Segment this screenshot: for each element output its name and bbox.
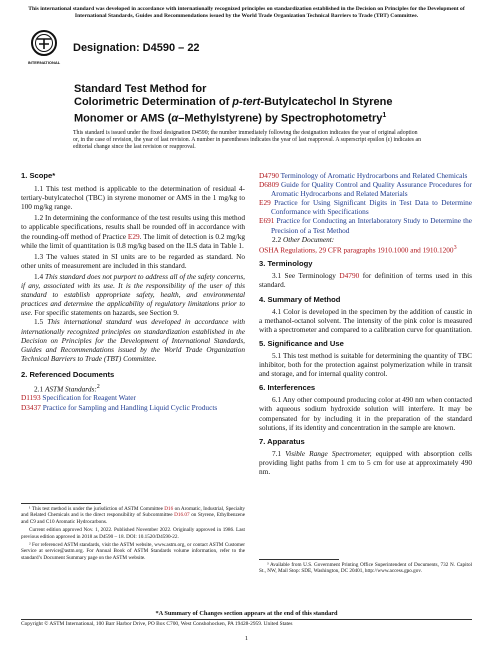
para-1-2: 1.2 In determining the conformance of the test results using this method to applicable specifications, results shall be rounded off in accordance with the rounding-off method of Practice E29. The limit of detection is 0.2 mg/kg while the limit of quantitation is 0.8 mg/kg based on the ILS data in Table 1. bbox=[21, 213, 245, 250]
right-column bbox=[259, 171, 472, 476]
left-column bbox=[21, 171, 245, 412]
link-d16[interactable]: D16 bbox=[164, 506, 174, 512]
footnote-1: ¹ This test method is under the jurisdiction of ASTM Committee D16 on Aromatic, Industrial, Specialty and Related Chemicals and is the direct responsibility of Subcommittee D16.07 on Styrene, Ethylbenzene and C9 and C10 Aromatic Hydrocarbons. bbox=[21, 506, 246, 525]
ref-e691[interactable]: E691 Practice for Conducting an Interlaboratory Study to Determine the Precision of a Test Method bbox=[259, 216, 472, 235]
para-1-5: 1.5 This international standard was developed in accordance with internationally recognized principles on standardization established in the Decision on Principles for the Development of International Standards, Guides and Recommendations issued by the World Trade Organization Technical Barriers to Trade (TBT) Committee. bbox=[21, 317, 245, 363]
footnote-2: ² For referenced ASTM standards, visit the ASTM website, www.astm.org, or contact ASTM Customer Service at service@astm.org. For Annual Book of ASTM Standards volume information, refer to the standard’s Document Summary page on the ASTM website. bbox=[21, 542, 245, 561]
para-6-1: 6.1 Any other compound producing color at 490 nm when contacted with aqueous sodium hydroxide solution will interfere. It may be compensated for by including it in the preparation of the standard solutions, if its identity and concentration in the sample are known. bbox=[259, 395, 472, 432]
tbt-banner: This international standard was developed in accordance with internationally recognized principles on standardization established in the Decision on Principles for the Development of International Standards, Guides and Recommendations issued by the World Trade Organization Technical Barriers to Trade (TBT) Committee. bbox=[28, 6, 465, 19]
document-title bbox=[74, 83, 454, 126]
para-3-1: 3.1 See Terminology D4790 for definition of terms used in this standard. bbox=[259, 271, 472, 290]
link-d4790[interactable]: D4790 bbox=[339, 271, 360, 281]
ref-d6809[interactable]: D6809 Guide for Quality Control and Quality Assurance Procedures for Aromatic Hydrocarbons and Related Materials bbox=[259, 180, 472, 199]
footnote-rule-left bbox=[21, 503, 101, 504]
issue-note: This standard is issued under the fixed designation D4590; the number immediately following the designation indicates the year of original adoption or, in the case of revision, the year of last revision. A number in parentheses indicates the year of last reapproval. A superscript epsilon (ε) indicates an editorial change since the last revision or reapproval. bbox=[73, 130, 421, 151]
ref-e29[interactable]: E29 Practice for Using Significant Digits in Test Data to Determine Conformance with Specifications bbox=[259, 198, 472, 217]
bottom-rule bbox=[21, 619, 472, 620]
para-2-1: 2.1 ASTM Standards:$^2$ bbox=[34, 383, 100, 394]
footnotes-left bbox=[21, 506, 245, 561]
link-d16-07[interactable]: D16.07 bbox=[174, 512, 190, 519]
ref-osha[interactable]: OSHA Regulations, 29 CFR paragraphs 1910.1000 and 1910.1200$^3$ bbox=[259, 244, 457, 255]
title-line-2: Colorimetric Determination of p-tert-Butylcatechol In Styrene bbox=[74, 96, 393, 108]
title-line-3: Monomer or AMS (α–Methylstyrene) by Spectrophotometry$^1$ bbox=[74, 112, 387, 125]
ref-d4790[interactable]: D4790 Terminology of Aromatic Hydrocarbons and Related Chemicals bbox=[259, 171, 468, 180]
page-number: 1 bbox=[244, 635, 249, 642]
footnote-rule-right bbox=[259, 559, 339, 560]
section-2-heading: 2. Referenced Documents bbox=[21, 369, 115, 379]
astm-logo bbox=[27, 29, 61, 71]
section-6-heading: 6. Interferences bbox=[259, 383, 316, 393]
para-1-4: 1.4 This standard does not purport to address all of the safety concerns, if any, associated with its use. It is the responsibility of the user of this standard to establish appropriate safety, health, and environmental practices and determine the applicability of regulatory limitations prior to use. For specific statements on hazards, see Section 9. bbox=[21, 271, 245, 318]
para-7-1: 7.1 Visible Range Spectrometer, equipped with absorption cells providing light paths from 1 cm to 5 cm for use at approximately 490 nm. bbox=[259, 448, 472, 477]
footnote-3: ³ Available from U.S. Government Printing Office Superintendent of Documents, 732 N. Capitol St., NW, Mail Stop: SDE, Washington, DC 20401, http://www.access.gpo.gov. bbox=[259, 562, 472, 575]
footnotes-right bbox=[259, 562, 472, 575]
section-4-heading: 4. Summary of Method bbox=[259, 294, 341, 304]
section-1-heading: 1. Scope* bbox=[21, 171, 56, 180]
section-3-heading: 3. Terminology bbox=[259, 259, 313, 269]
para-4-1: 4.1 Color is developed in the specimen by the addition of caustic in a methanol-octanol solvent. The intensity of the pink color is measured with a spectrometer and compared to a calibration curve for quantitation. bbox=[259, 306, 472, 334]
para-1-3: 1.3 The values stated in SI units are to be regarded as standard. No other units of measurement are included in this standard. bbox=[21, 251, 245, 270]
copyright-line: Copyright © ASTM International, 100 Barr Harbor Drive, PO Box C700, West Conshohocken, PA 19428-2959. United States bbox=[21, 621, 293, 627]
para-1-1: 1.1 This test method is applicable to the determination of residual 4-tertiary-butylcatechol (TBC) in styrene monomer or AMS in the 1 mg/kg to 100 mg/kg range. bbox=[21, 184, 245, 212]
footnote-1-edition: Current edition approved Nov. 1, 2022. Published November 2022. Originally approved in 1986. Last previous edition approved in 2018 as D4590 – 18. DOI: 10.1520/D4590-22. bbox=[21, 527, 245, 540]
logo-label: INTERNATIONAL bbox=[27, 60, 61, 65]
link-e29[interactable]: E29 bbox=[127, 231, 140, 241]
designation: Designation: D4590 – 22 bbox=[73, 42, 200, 54]
section-5-heading: 5. Significance and Use bbox=[259, 338, 344, 348]
ref-d1193[interactable]: D1193 Specification for Reagent Water bbox=[21, 393, 136, 403]
ref-d3437[interactable]: D3437 Practice for Sampling and Handling Liquid Cyclic Products bbox=[21, 402, 218, 412]
para-2-2: 2.2 Other Document: bbox=[272, 234, 335, 244]
title-line-1: Standard Test Method for bbox=[74, 83, 207, 95]
summary-of-changes-note: *A Summary of Changes section appears at the end of this standard bbox=[155, 610, 338, 617]
section-7-heading: 7. Apparatus bbox=[259, 436, 305, 446]
para-5-1: 5.1 This test method is suitable for determining the quantity of TBC inhibitor, both for the protection against polymerization while in transit and storage, and for internal quality control. bbox=[259, 351, 472, 379]
